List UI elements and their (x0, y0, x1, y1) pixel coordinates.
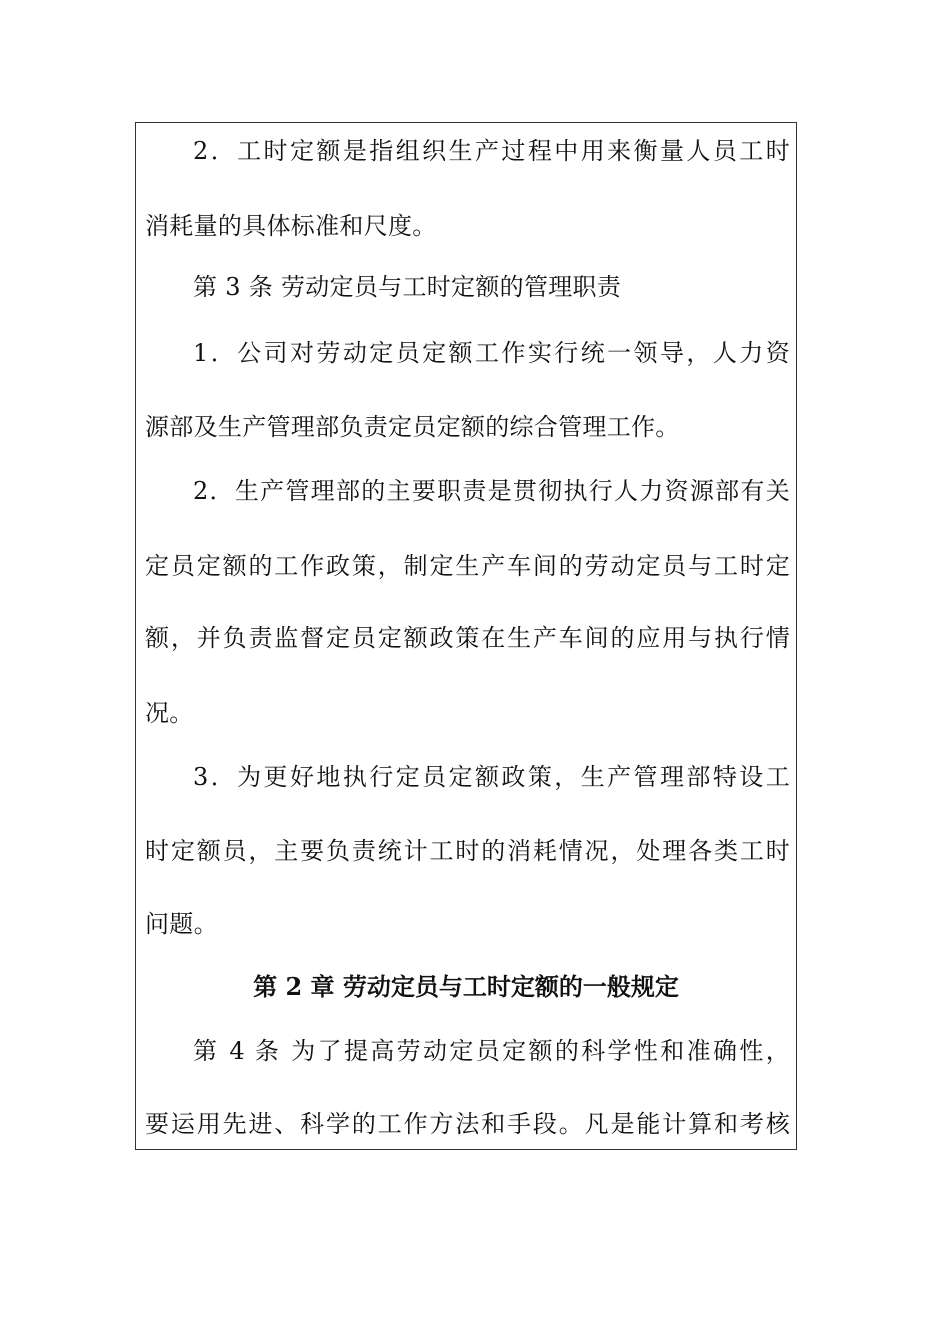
paragraph-line: 时定额员，主要负责统计工时的消耗情况，处理各类工时 (145, 837, 790, 865)
paragraph-line: 要运用先进、科学的工作方法和手段。凡是能计算和考核 (145, 1110, 790, 1138)
paragraph-line: 额，并负责监督定员定额政策在生产车间的应用与执行情 (145, 624, 790, 652)
paragraph-line: 1．公司对劳动定员定额工作实行统一领导，人力资 (193, 339, 790, 367)
paragraph-line: 2．生产管理部的主要职责是贯彻执行人力资源部有关 (193, 477, 790, 505)
paragraph-line: 3．为更好地执行定员定额政策，生产管理部特设工 (193, 763, 790, 791)
paragraph-line: 源部及生产管理部负责定员定额的综合管理工作。 (145, 413, 680, 441)
paragraph-line: 问题。 (145, 910, 218, 938)
paragraph-line: 第 4 条 为了提高劳动定员定额的科学性和准确性， (193, 1037, 790, 1065)
paragraph-line: 消耗量的具体标准和尺度。 (145, 212, 437, 240)
article-3-title: 第 3 条 劳动定员与工时定额的管理职责 (193, 273, 622, 301)
chapter-2-heading: 第 2 章 劳动定员与工时定额的一般规定 (253, 972, 679, 1001)
paragraph-line: 定员定额的工作政策，制定生产车间的劳动定员与工时定 (145, 552, 790, 580)
paragraph-line: 2．工时定额是指组织生产过程中用来衡量人员工时 (193, 137, 790, 165)
paragraph-line: 况。 (145, 699, 194, 727)
